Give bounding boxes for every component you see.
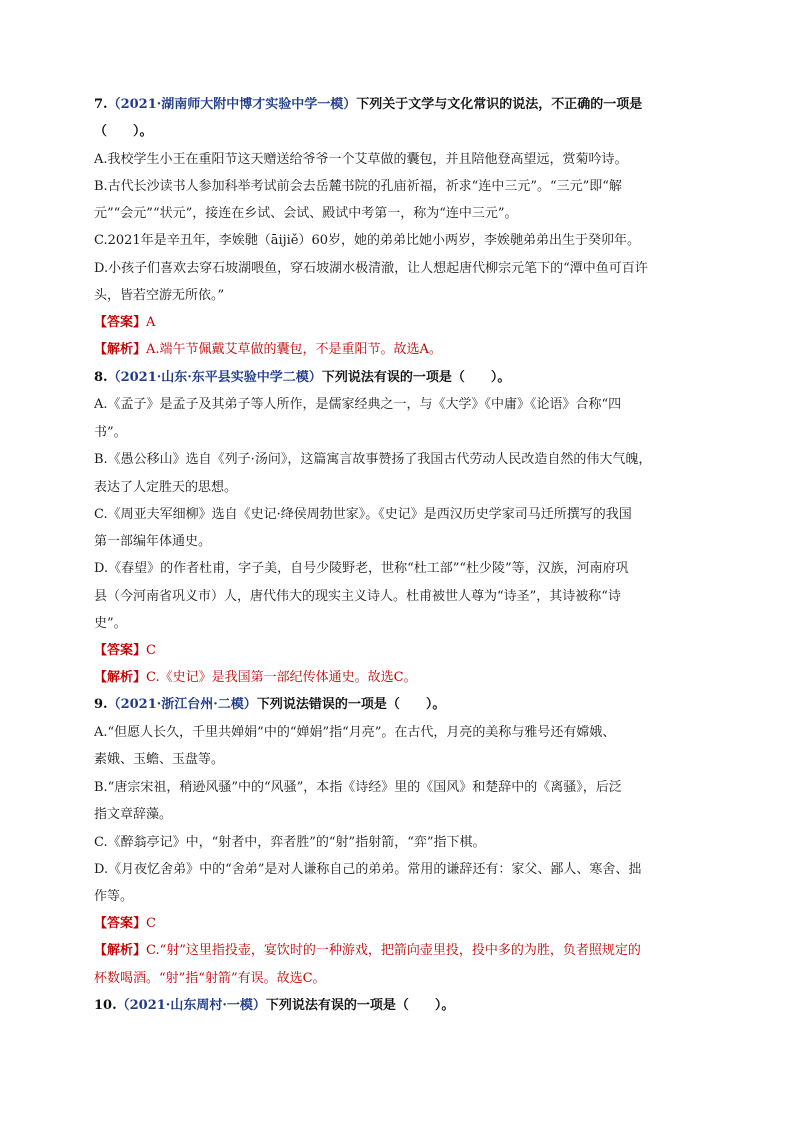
question-8-option-a: A.《孟子》是孟子及其弟子等人所作，是儒家经典之一，与《大学》《中庸》《论语》合称“四 — [94, 397, 622, 412]
question-7-analysis — [94, 342, 704, 358]
question-9-header — [94, 697, 704, 713]
question-7-header — [94, 97, 704, 113]
question-9-option-c: C.《醉翁亭记》中，“射者中，弈者胜”的“射”指射箭，“弈”指下棋。 — [94, 835, 486, 850]
question-9-option-a: A.“但愿人长久，千里共婵娟”中的“婵娟”指“月亮”。在古代，月亮的美称与雅号还有嫦娥、 — [94, 725, 616, 740]
question-9-option-b-cont: 指文章辞藻。 — [94, 807, 173, 822]
question-9-option-a-cont: 素娥、玉蟾、玉盘等。 — [94, 752, 225, 767]
question-stem: 下列说法有误的一项是（ ）。 — [321, 370, 511, 385]
analysis-tag: 【解析】 — [94, 943, 147, 958]
answer-value: C — [146, 643, 156, 658]
question-7-option-b-cont: 元”“会元”“状元”，接连在乡试、会试、殿试中考第一，称为“连中三元”。 — [94, 206, 518, 221]
question-number: 7. — [94, 97, 108, 112]
question-7-option-a: A.我校学生小王在重阳节这天赠送给爷爷一个艾草做的囊包，并且陪他登高望远，赏菊吟诗。 — [94, 152, 628, 167]
question-7-blank: （ ）。 — [94, 124, 153, 139]
question-8-option-b-cont: 表达了人定胜天的思想。 — [94, 480, 238, 495]
question-8-option-d: D.《春望》的作者杜甫，字子美，自号少陵野老，世称“杜工部”“杜少陵”等，汉族，河南府巩 — [94, 561, 629, 576]
question-9-answer — [94, 916, 704, 932]
analysis-text: C.《史记》是我国第一部纪传体通史。故选C。 — [146, 670, 417, 685]
question-9-option-b: B.“唐宗宋祖，稍逊风骚”中的“风骚”，本指《诗经》里的《国风》和楚辞中的《离骚》，后泛 — [94, 780, 622, 795]
question-source: （2021·山东·东平县实验中学二模） — [107, 370, 322, 385]
question-8-option-d-cont2: 史”。 — [94, 616, 127, 631]
question-8-analysis — [94, 670, 704, 686]
answer-value: C — [146, 916, 156, 931]
question-8-option-c-cont: 第一部编年体通史。 — [94, 534, 212, 549]
question-number: 8. — [94, 370, 108, 385]
analysis-text: C.“射”这里指投壶，宴饮时的一种游戏，把箭向壶里投，投中多的为胜，负者照规定的 — [146, 943, 641, 958]
question-8-option-c: C.《周亚夫军细柳》选自《史记·绛侯周勃世家》。《史记》是西汉历史学家司马迁所撰写的我国 — [94, 507, 632, 522]
analysis-text: A.端午节佩戴艾草做的囊包，不是重阳节。故选A。 — [146, 342, 442, 357]
question-10-header — [94, 998, 704, 1014]
question-7-option-d-cont: 头，皆若空游无所依。” — [94, 288, 225, 303]
question-8-option-b: B.《愚公移山》选自《列子·汤问》，这篇寓言故事赞扬了我国古代劳动人民改造自然的伟大气魄， — [94, 452, 652, 467]
question-9-option-d: D.《月夜忆舍弟》中的“舍弟”是对人谦称自己的弟弟。常用的谦辞还有：家父、鄙人、寒舍、拙 — [94, 862, 642, 877]
question-stem: 下列说法有误的一项是（ ）。 — [265, 998, 455, 1013]
answer-tag: 【答案】 — [94, 643, 147, 658]
question-7-option-c: C.2021年是辛丑年，李娭毑（āijiě）60岁，她的弟弟比她小两岁，李娭毑弟弟出生于癸卯年。 — [94, 233, 641, 248]
question-8-answer — [94, 643, 704, 659]
question-8-header — [94, 370, 704, 386]
question-stem: 下列说法错误的一项是（ ）。 — [256, 697, 446, 712]
question-8-option-a-cont: 书”。 — [94, 425, 127, 440]
question-9-option-d-cont: 作等。 — [94, 889, 134, 904]
question-number: 9. — [94, 697, 108, 712]
answer-value: A — [146, 315, 156, 330]
question-stem: 下列关于文学与文化常识的说法，不正确的一项是 — [356, 97, 643, 112]
analysis-tag: 【解析】 — [94, 342, 147, 357]
answer-tag: 【答案】 — [94, 916, 147, 931]
question-source: （2021·山东周村·一模） — [116, 998, 266, 1013]
question-7-answer — [94, 315, 704, 331]
analysis-tag: 【解析】 — [94, 670, 147, 685]
answer-tag: 【答案】 — [94, 315, 147, 330]
question-source: （2021·湖南师大附中博才实验中学一模） — [107, 97, 357, 112]
question-8-option-d-cont: 县（今河南省巩义市）人，唐代伟大的现实主义诗人。杜甫被世人尊为“诗圣”，其诗被称“诗 — [94, 589, 621, 604]
question-7-option-d: D.小孩子们喜欢去穿石坡湖喂鱼，穿石坡湖水极清澈，让人想起唐代柳宗元笔下的“潭中鱼可百许 — [94, 261, 648, 276]
question-source: （2021·浙江台州·二模） — [107, 697, 257, 712]
question-9-analysis — [94, 943, 704, 959]
question-7-option-b: B.古代长沙读书人参加科举考试前会去岳麓书院的孔庙祈福，祈求“连中三元”。“三元”即“解 — [94, 179, 622, 194]
question-9-analysis-cont: 杯数喝酒。“射”指“射箭”有误。故选C。 — [94, 971, 326, 986]
question-number: 10. — [94, 998, 117, 1013]
